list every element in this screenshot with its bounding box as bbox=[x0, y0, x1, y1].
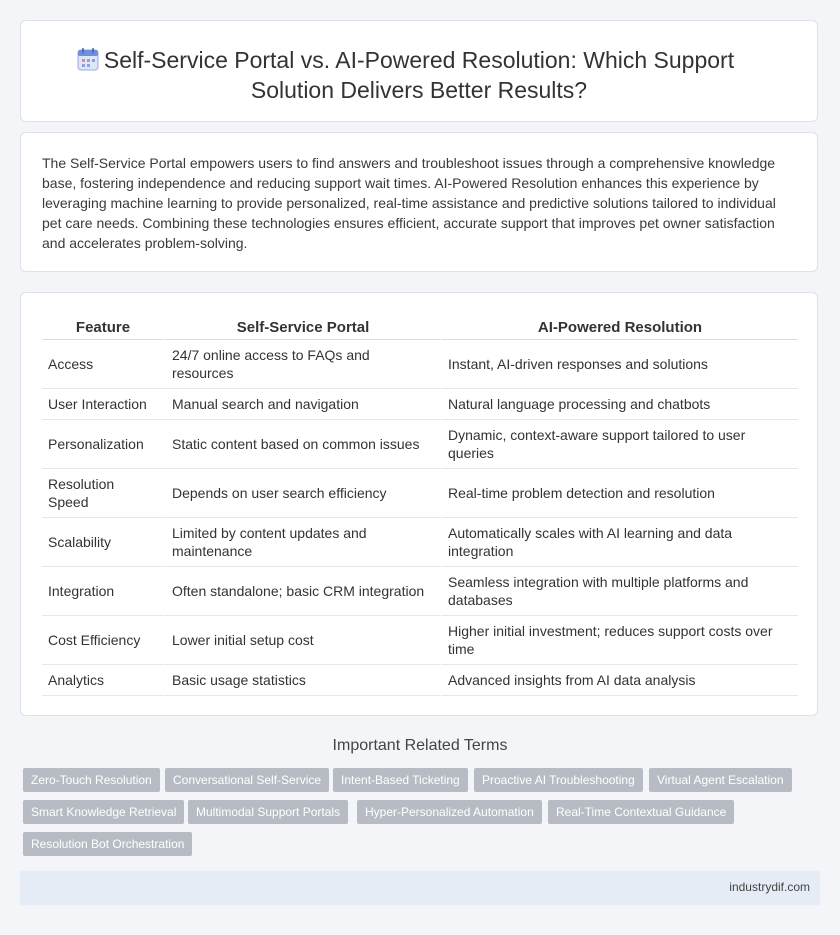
table-row bbox=[42, 340, 798, 389]
ai-powered-cell: Natural language processing and chatbots bbox=[440, 389, 798, 420]
feature-cell: Access bbox=[42, 340, 164, 389]
comparison-table-card bbox=[20, 292, 818, 716]
ai-powered-cell: Automatically scales with AI learning and data integration bbox=[440, 518, 798, 567]
related-term-tag[interactable]: Proactive AI Troubleshooting bbox=[474, 768, 643, 792]
ai-powered-cell: Instant, AI-driven responses and solutions bbox=[440, 340, 798, 389]
ai-powered-cell: Seamless integration with multiple platforms and databases bbox=[440, 567, 798, 616]
related-term-tag[interactable]: Smart Knowledge Retrieval bbox=[23, 800, 184, 824]
self-service-cell: Lower initial setup cost bbox=[164, 616, 440, 665]
table-row bbox=[42, 420, 798, 469]
feature-cell: Resolution Speed bbox=[42, 469, 164, 518]
header-feature: Feature bbox=[42, 317, 164, 340]
feature-cell: Analytics bbox=[42, 665, 164, 696]
feature-cell: Scalability bbox=[42, 518, 164, 567]
table-row bbox=[42, 389, 798, 420]
self-service-cell: Limited by content updates and maintenance bbox=[164, 518, 440, 567]
related-term-tag[interactable]: Real-Time Contextual Guidance bbox=[548, 800, 734, 824]
self-service-cell: Manual search and navigation bbox=[164, 389, 440, 420]
title-card bbox=[20, 20, 818, 122]
related-term-tag[interactable]: Resolution Bot Orchestration bbox=[23, 832, 192, 856]
header-self-service-portal: Self-Service Portal bbox=[164, 317, 440, 340]
comparison-table bbox=[42, 317, 798, 696]
feature-cell: Cost Efficiency bbox=[42, 616, 164, 665]
ai-powered-cell: Dynamic, context-aware support tailored to user queries bbox=[440, 420, 798, 469]
intro-paragraph: The Self-Service Portal empowers users to find answers and troubleshoot issues through a comprehensive knowledge base, fostering independence and reducing support wait times. AI-Powered Resolution enhances this experience by leveraging machine learning to provide personalized, real-time assistance and predictive solutions tailored to individual pet care needs. Combining these technologies ensures efficient, accurate support that improves pet owner satisfaction and accelerates problem-solving. bbox=[42, 155, 776, 251]
page-title bbox=[21, 45, 817, 105]
self-service-cell: Static content based on common issues bbox=[164, 420, 440, 469]
self-service-cell: Basic usage statistics bbox=[164, 665, 440, 696]
table-row bbox=[42, 567, 798, 616]
ai-powered-cell: Higher initial investment; reduces support costs over time bbox=[440, 616, 798, 665]
page-title-line-2: Solution Delivers Better Results? bbox=[250, 77, 588, 103]
related-term-tag[interactable]: Multimodal Support Portals bbox=[188, 800, 348, 824]
related-term-tag[interactable]: Hyper-Personalized Automation bbox=[357, 800, 542, 824]
related-term-tag[interactable]: Intent-Based Ticketing bbox=[333, 768, 468, 792]
ai-powered-cell: Real-time problem detection and resolution bbox=[440, 469, 798, 518]
related-term-tag[interactable]: Virtual Agent Escalation bbox=[649, 768, 792, 792]
related-term-tag[interactable]: Conversational Self-Service bbox=[165, 768, 329, 792]
feature-cell: Personalization bbox=[42, 420, 164, 469]
ai-powered-cell: Advanced insights from AI data analysis bbox=[440, 665, 798, 696]
feature-cell: Integration bbox=[42, 567, 164, 616]
self-service-cell: Often standalone; basic CRM integration bbox=[164, 567, 440, 616]
self-service-cell: Depends on user search efficiency bbox=[164, 469, 440, 518]
self-service-cell: 24/7 online access to FAQs and resources bbox=[164, 340, 440, 389]
related-term-tag[interactable]: Zero-Touch Resolution bbox=[23, 768, 160, 792]
intro-card bbox=[20, 132, 818, 272]
table-row bbox=[42, 469, 798, 518]
related-terms-title: Important Related Terms bbox=[332, 737, 508, 754]
table-row bbox=[42, 665, 798, 696]
table-row bbox=[42, 518, 798, 567]
page-title-line-1: Self-Service Portal vs. AI-Powered Resolution: Which Support bbox=[103, 47, 735, 73]
table-header-row bbox=[42, 317, 798, 340]
footer-site-link[interactable]: industrydif.com bbox=[729, 880, 810, 894]
feature-cell: User Interaction bbox=[42, 389, 164, 420]
footer bbox=[20, 871, 820, 905]
header-ai-powered-resolution: AI-Powered Resolution bbox=[440, 317, 798, 340]
table-row bbox=[42, 616, 798, 665]
